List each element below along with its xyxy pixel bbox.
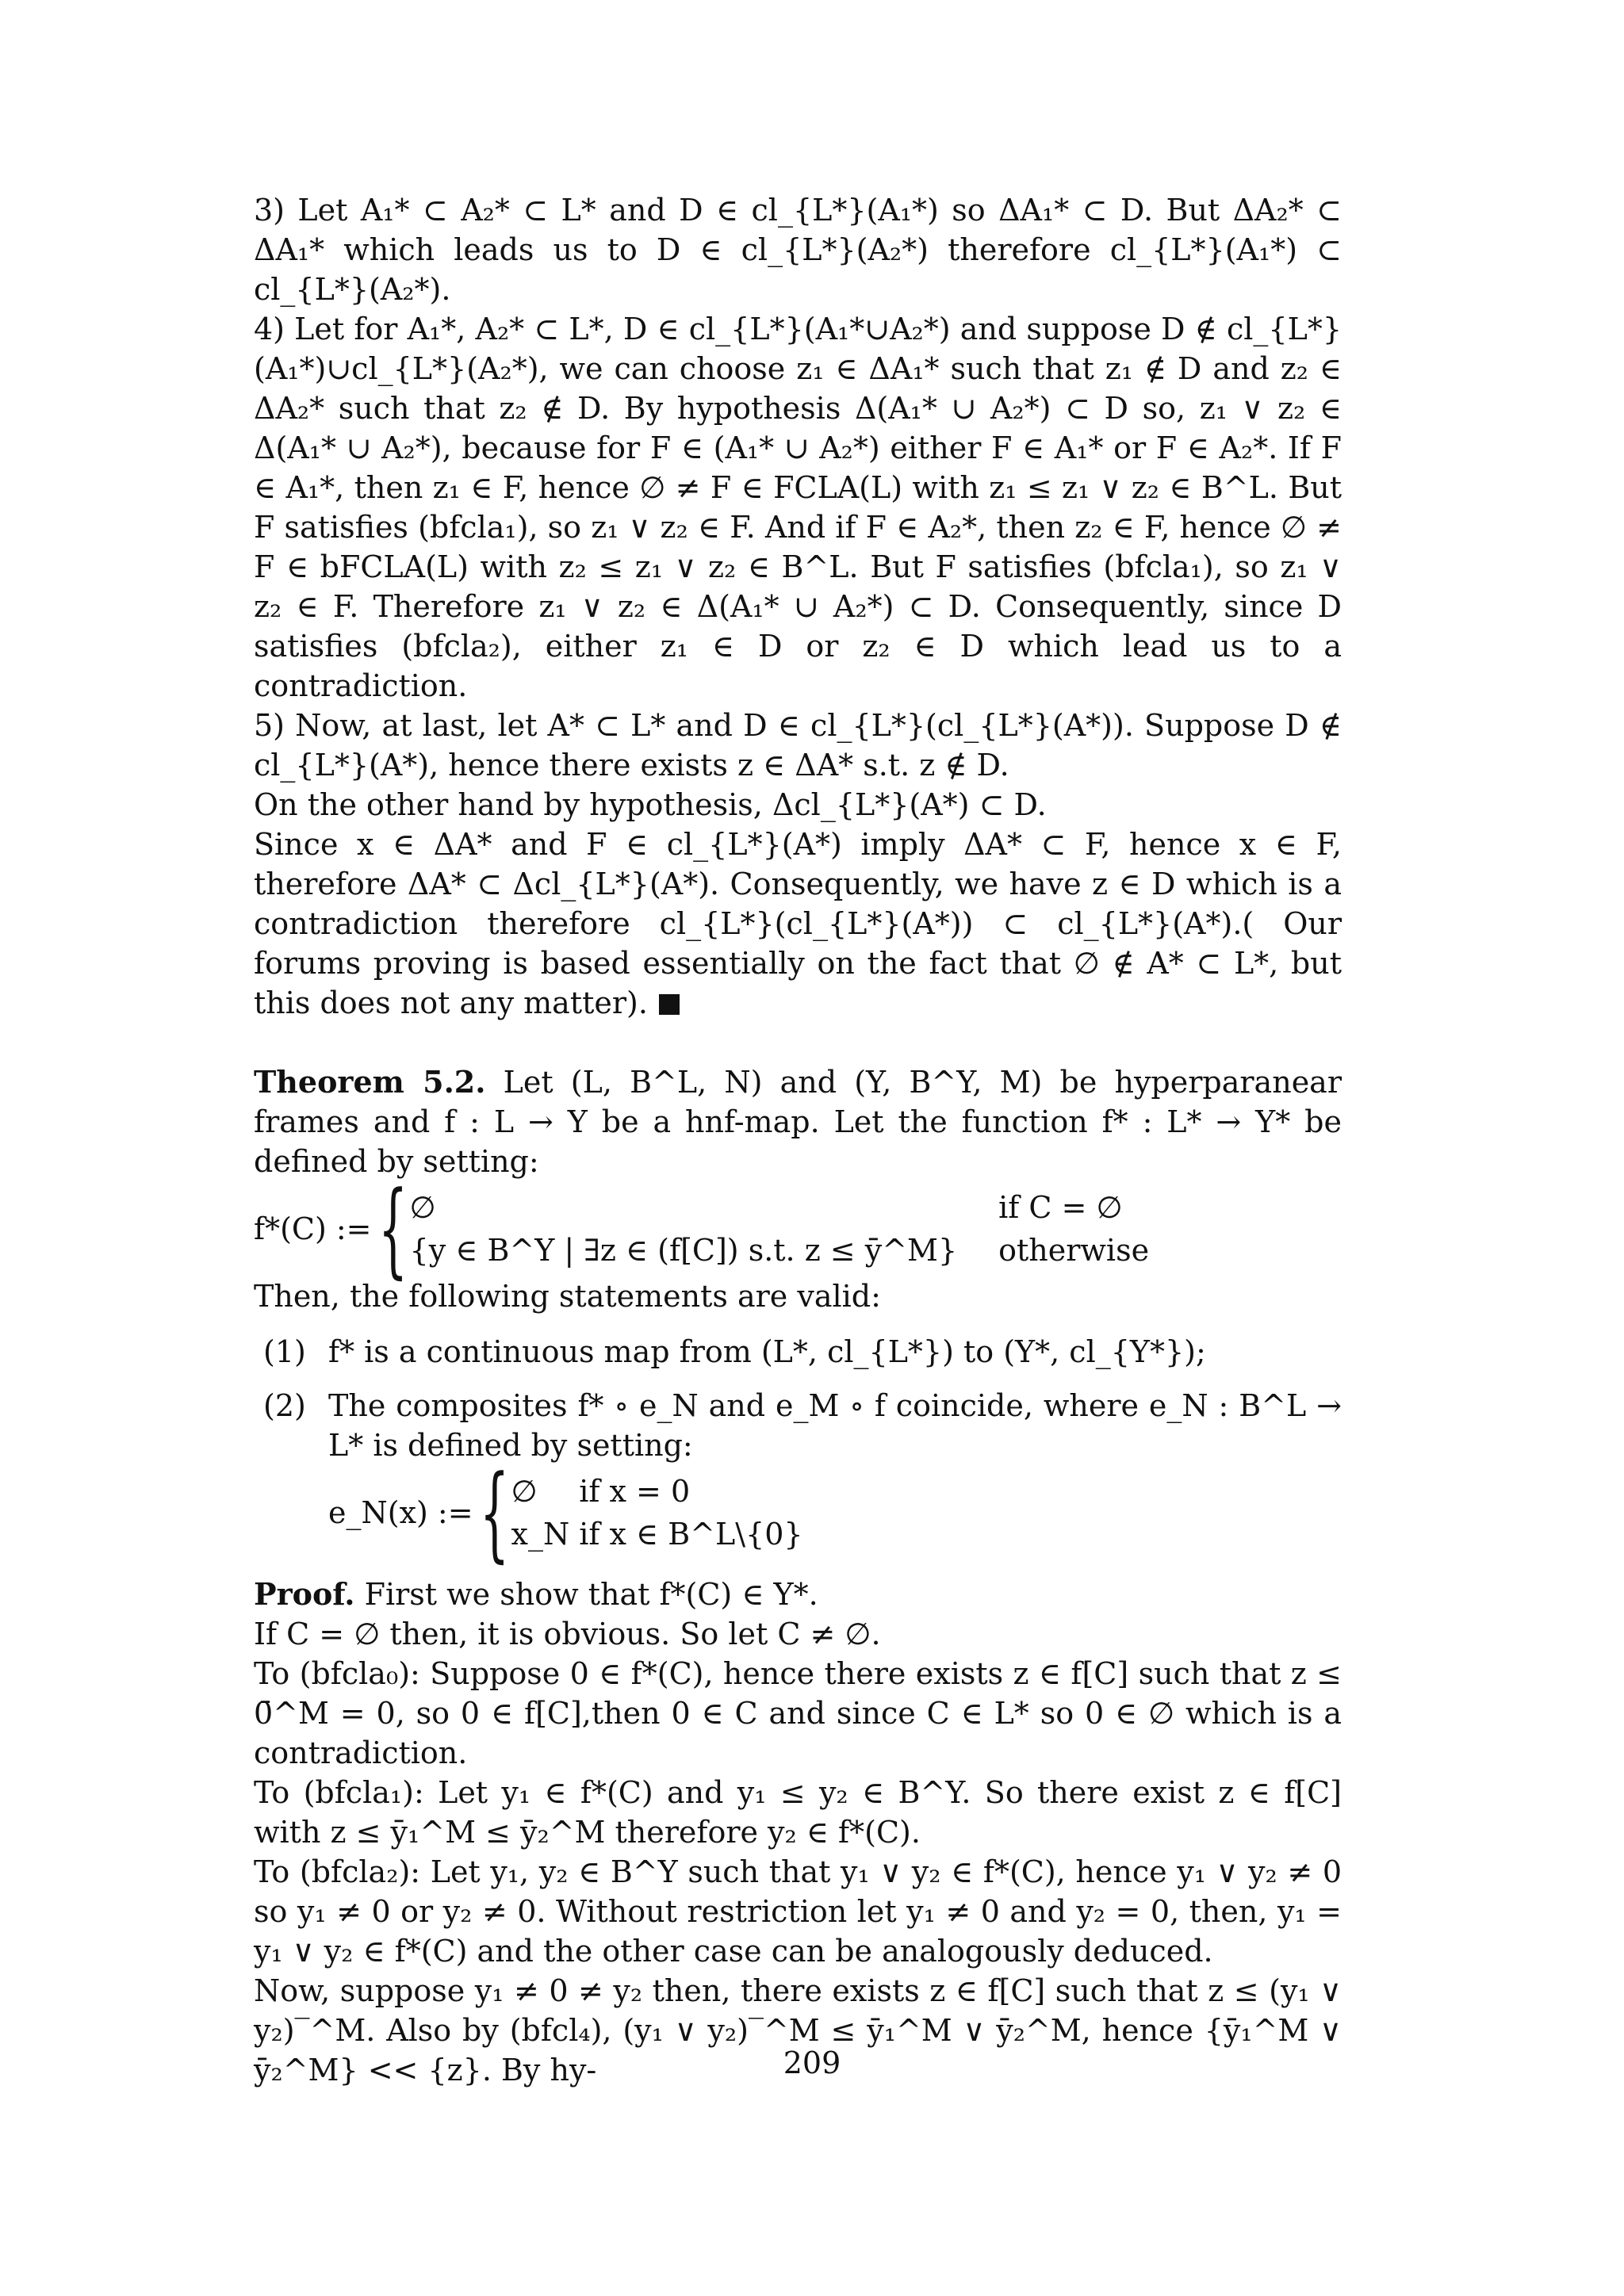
eN-case-1: [511, 1470, 813, 1513]
proof-step-4: 4) Let for A₁*, A₂* ⊂ L*, D ∈ cl_{L*}(A₁*∪A₂*) and suppose D ∉ cl_{L*}(A₁*)∪cl_{L*}(A₂*), we can choose z₁ ∈ ΔA₁* such that z₁ ∉ D and z₂ ∈ ΔA₂* such that z₂ ∉ D. By hypothesis Δ(A₁* ∪ A₂*) ⊂ D so, z₁ ∨ z₂ ∈ Δ(A₁* ∪ A₂*), because for F ∈ (A₁* ∪ A₂*) either F ∈ A₁* or F ∈ A₂*. If F ∈ A₁*, then z₁ ∈ F, hence ∅ ≠ F ∈ FCLA(L) with z₁ ≤ z₁ ∨ z₂ ∈ B^L. But F satisfies (bfcla₁), so z₁ ∨ z₂ ∈ F. And if F ∈ A₂*, then z₂ ∈ F, hence ∅ ≠ F ∈ bFCLA(L) with z₂ ≤ z₁ ∨ z₂ ∈ B^L. But F satisfies (bfcla₁), so z₁ ∨ z₂ ∈ F. Therefore z₁ ∨ z₂ ∈ Δ(A₁* ∪ A₂*) ⊂ D. Consequently, since D satisfies (bfcla₂), either z₁ ∈ D or z₂ ∈ D which lead us to a contradiction.: [254, 312, 1342, 703]
proof-label: Proof.: [254, 1576, 355, 1612]
proof-line: To (bfcla₁): Let y₁ ∈ f*(C) and y₁ ≤ y₂ ∈ B^Y. So there exist z ∈ f[C] with z ≤ ȳ₁^M ≤ ȳ₂^M therefore y₂ ∈ f*(C).: [254, 1775, 1342, 1850]
fstar-case-1-condition: if C = ∅: [998, 1190, 1123, 1225]
proof-line: To (bfcla₀): Suppose 0 ∈ f*(C), hence there exists z ∈ f[C] such that z ≤ 0̄^M = 0, so 0 ∈ f[C],then 0 ∈ C and since C ∈ L* so 0 ∈ ∅ which is a contradiction.: [254, 1656, 1342, 1770]
proof-intro: [254, 1575, 1342, 1614]
list-item-body: [328, 1386, 1342, 1573]
eN-case-1-condition: if x = 0: [579, 1474, 691, 1509]
proof-step-5-conclusion: [254, 825, 1342, 1023]
eN-case-2: [511, 1513, 813, 1556]
fstar-case-2: [410, 1229, 1159, 1272]
fstar-case-1: [410, 1186, 1159, 1229]
theorem-statements-list: [254, 1332, 1342, 1573]
list-item-number: (1): [263, 1334, 306, 1369]
list-item: [254, 1332, 1342, 1372]
fstar-case-2-condition: otherwise: [998, 1233, 1150, 1268]
eN-definition: [328, 1452, 1342, 1573]
list-item: [254, 1386, 1342, 1573]
theorem-after: Then, the following statements are valid:: [254, 1279, 881, 1314]
theorem-text: Let (L, B^L, N) and (Y, B^Y, M) be hyperparanear frames and f : L → Y be a hnf-map. Let the function f* : L* → Y* be defined by setting:: [254, 1065, 1342, 1179]
page-number: 209: [783, 2045, 841, 2080]
proof-line: To (bfcla₂): Let y₁, y₂ ∈ B^Y such that y₁ ∨ y₂ ∈ f*(C), hence y₁ ∨ y₂ ≠ 0 so y₁ ≠ 0 or y₂ ≠ 0. Without restriction let y₁ ≠ 0 and y₂ = 0, then, y₁ = y₁ ∨ y₂ ∈ f*(C) and the other case can be analogously deduced.: [254, 1854, 1342, 1969]
proof-step-3: 3) Let A₁* ⊂ A₂* ⊂ L* and D ∈ cl_{L*}(A₁*) so ΔA₁* ⊂ D. But ΔA₂* ⊂ ΔA₁* which leads us to D ∈ cl_{L*}(A₂*) therefore cl_{L*}(A₁*) ⊂ cl_{L*}(A₂*).: [254, 193, 1342, 307]
list-item-number: (2): [263, 1388, 306, 1423]
eN-case-2-value: x_N: [511, 1517, 570, 1552]
eN-case-1-value: ∅: [511, 1474, 538, 1509]
proof-line: Now, suppose y₁ ≠ 0 ≠ y₂ then, there exists z ∈ f[C] such that z ≤ (y₁ ∨ y₂)‾^M. Also by (bfcl₄), (y₁ ∨ y₂)‾^M ≤ ȳ₁^M ∨ ȳ₂^M, hence {ȳ₁^M ∨ ȳ₂^M} << {z}. By hy-: [254, 1973, 1342, 2087]
qed-square-icon: [659, 994, 680, 1015]
eN-case-2-condition: if x ∈ B^L\{0}: [579, 1517, 803, 1552]
proof-step-5-hypothesis: On the other hand by hypothesis, Δcl_{L*}(A*) ⊂ D.: [254, 787, 1047, 822]
proof-step-5: 5) Now, at last, let A* ⊂ L* and D ∈ cl_{L*}(cl_{L*}(A*)). Suppose D ∉ cl_{L*}(A*), hence there exists z ∈ ΔA* s.t. z ∉ D.: [254, 708, 1342, 783]
fstar-definition: [254, 1169, 1342, 1289]
proof-step-5-conclusion-text: Since x ∈ ΔA* and F ∈ cl_{L*}(A*) imply ΔA* ⊂ F, hence x ∈ F, therefore ΔA* ⊂ Δcl_{L*}(A*). Consequently, we have z ∈ D which is a contradiction therefore cl_{L*}(cl_{L*}(A*)) ⊂ cl_{L*}(A*).( Our forums proving is based essentially on the fact that ∅ ∉ A* ⊂ L*, but this does not any matter).: [254, 827, 1342, 1020]
list-item-text: The composites f* ∘ e_N and e_M ∘ f coincide, where e_N : B^L → L* is defined by setting:: [328, 1388, 1342, 1463]
fstar-definition-lhs: f*(C) :=: [254, 1211, 372, 1246]
fstar-case-2-value: {y ∈ B^Y | ∃z ∈ (f[C]) s.t. z ≤ ȳ^M}: [409, 1233, 958, 1268]
theorem-label: Theorem 5.2.: [254, 1064, 486, 1100]
proof-line: If C = ∅ then, it is obvious. So let C ≠ ∅.: [254, 1617, 881, 1651]
document-page: [254, 190, 1342, 2090]
eN-cases: [511, 1470, 813, 1556]
eN-definition-lhs: e_N(x) :=: [328, 1495, 473, 1530]
theorem-statement: [254, 1062, 1342, 1181]
proof-first-line: First we show that f*(C) ∈ Y*.: [364, 1577, 818, 1612]
left-brace-icon: {: [479, 1452, 509, 1573]
fstar-cases: [410, 1186, 1159, 1272]
fstar-case-1-value: ∅: [409, 1190, 436, 1225]
left-brace-icon: {: [377, 1169, 408, 1289]
list-item-text: f* is a continuous map from (L*, cl_{L*}) to (Y*, cl_{Y*});: [328, 1334, 1206, 1369]
